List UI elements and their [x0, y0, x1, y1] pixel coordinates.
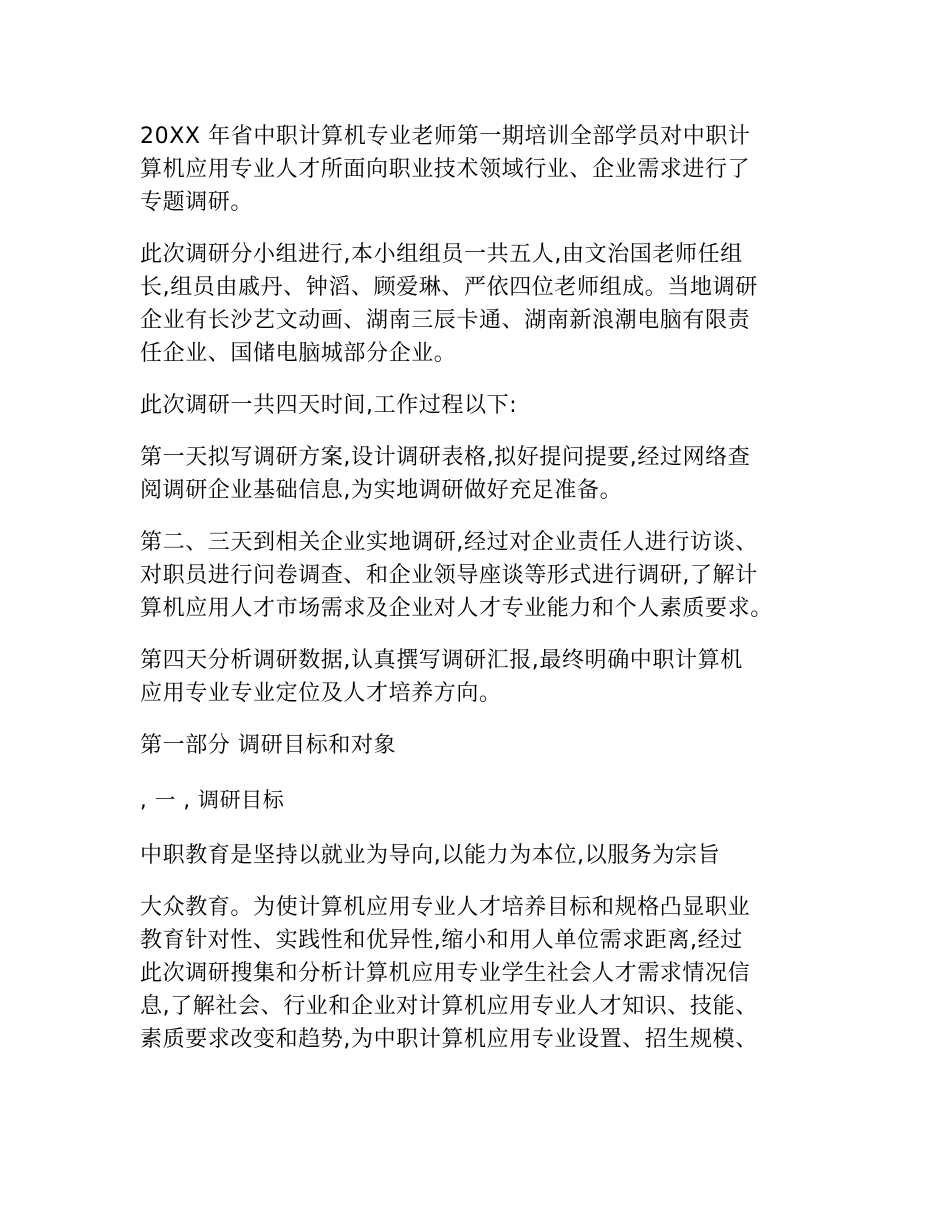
text-line: 此次调研分小组进行,本小组组员一共五人,由文治国老师任组: [140, 242, 743, 267]
document-page: [140, 120, 810, 1075]
paragraph-education-purpose: [140, 839, 810, 872]
paragraph-intro: [140, 120, 810, 219]
paragraph-group-members: [140, 238, 810, 370]
paragraph-day-one: [140, 441, 810, 507]
paragraph-day-four: [140, 644, 810, 710]
text-line: 第二、三天到相关企业实地调研,经过对企业责任人进行访谈、: [140, 530, 758, 555]
text-line: 任企业、国储电脑城部分企业。: [140, 341, 457, 366]
section-heading: [140, 729, 810, 762]
text-line: 此次调研搜集和分析计算机应用专业学生社会人才需求情况信: [140, 961, 751, 986]
text-line: 对职员进行问卷调查、和企业领导座谈等形式进行调研,了解计: [140, 563, 758, 588]
text-line: 20XX 年省中职计算机专业老师第一期培训全部学员对中职计: [140, 124, 751, 149]
subsection-heading-text: , 一 , 调研目标: [140, 788, 285, 812]
text-line: 教育针对性、实践性和优异性,缩小和用人单位需求距离,经过: [140, 928, 743, 953]
text-line: 素质要求改变和趋势,为中职计算机应用专业设置、招生规模、: [140, 1027, 758, 1052]
paragraph-days-two-three: [140, 526, 810, 625]
text-line: 第四天分析调研数据,认真撰写调研汇报,最终明确中职计算机: [140, 648, 743, 673]
paragraph-research-goal: [140, 891, 810, 1056]
paragraph-schedule: [140, 389, 810, 422]
text-line: 算机应用专业人才所面向职业技术领域行业、企业需求进行了: [140, 157, 751, 182]
text-line: 第一天拟写调研方案,设计调研表格,拟好提问提要,经过网络查: [140, 445, 751, 470]
text-line: 应用专业专业定位及人才培养方向。: [140, 681, 502, 706]
section-heading-text: 第一部分 调研目标和对象: [140, 733, 397, 758]
text-line: 大众教育。为使计算机应用专业人才培养目标和规格凸显职业: [140, 895, 751, 920]
text-line: 算机应用人才市场需求及企业对人才专业能力和个人素质要求。: [140, 596, 773, 621]
text-line: 专题调研。: [140, 190, 254, 215]
text-line: 长,组员由戚丹、钟滔、顾爱琳、严依四位老师组成。当地调研: [140, 275, 758, 300]
subsection-heading: [140, 784, 810, 817]
text-line: 息,了解社会、行业和企业对计算机应用专业人才知识、技能、: [140, 994, 758, 1019]
text-line: 中职教育是坚持以就业为导向,以能力为本位,以服务为宗旨: [140, 843, 721, 868]
text-line: 此次调研一共四天时间,工作过程以下:: [140, 393, 518, 418]
text-line: 阅调研企业基础信息,为实地调研做好充足准备。: [140, 478, 623, 503]
text-line: 企业有长沙艺文动画、湖南三辰卡通、湖南新浪潮电脑有限责: [140, 308, 751, 333]
